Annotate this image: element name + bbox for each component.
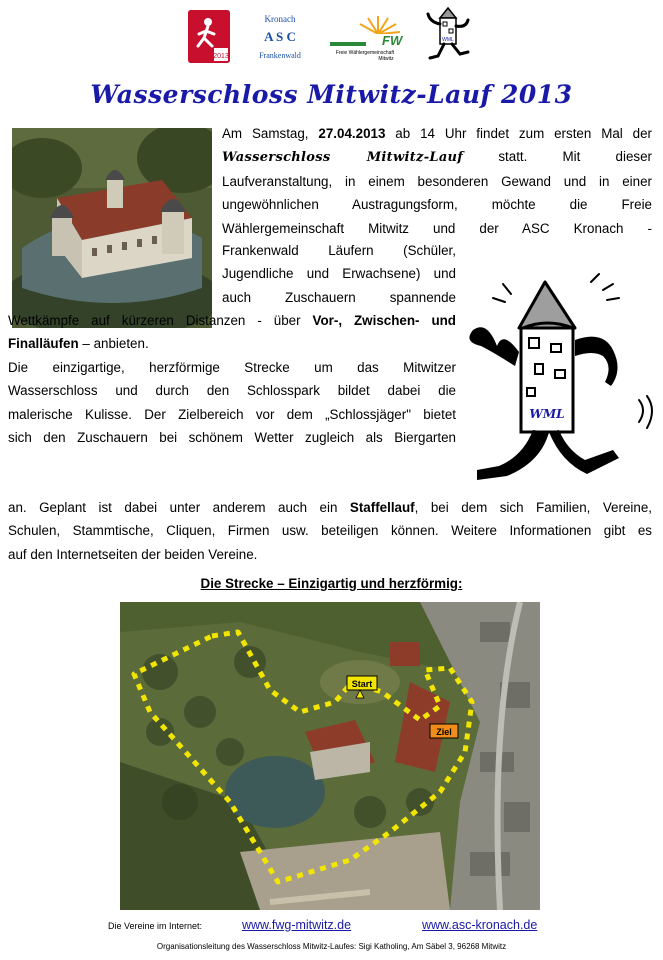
fwg-website-link[interactable]: www.fwg-mitwitz.de xyxy=(242,918,352,932)
page-title: Wasserschloss Mitwitz-Lauf 2013 xyxy=(90,80,573,109)
event-date: 27.04.2013 xyxy=(318,126,386,141)
intro-line-10: Finalläufen – anbieten. xyxy=(8,336,149,352)
asc-logo-top: Kronach xyxy=(264,14,296,24)
finish-marker xyxy=(430,724,458,738)
asc-logo-mid: A S C xyxy=(264,29,296,44)
course-line-6: Schulen, Stammtische, Cliquen, Firmen usw. beteiligen können. Weitere Informationen gibt es xyxy=(8,523,652,539)
course-block-full xyxy=(8,496,652,566)
asc-website-link[interactable]: www.asc-kronach.de xyxy=(422,918,538,932)
footer-organizer: Organisationsleitung des Wasserschloss Mitwitz-Laufes: Sigi Katholing, Am Säbel 3, 96268 Mitwitz xyxy=(156,942,507,951)
course-line-1: Die einzigartige, herzförmige Strecke um das Mitwitzer xyxy=(8,359,456,375)
intro-line-7: Jugendliche und Erwachsene) und xyxy=(222,266,456,282)
intro-line-4: ungewöhnlichen Austragungsform, möchte die Freie xyxy=(222,197,652,213)
course-line-7: auf den Internetseiten der beiden Vereine. xyxy=(8,546,258,562)
intro-line-2: Wasserschloss Mitwitz-Lauf statt. Mit dieser xyxy=(222,149,652,166)
asc-kronach-logo xyxy=(252,8,308,64)
intro-line-1: Am Samstag, 27.04.2013 ab 14 Uhr findet zum ersten Mal der xyxy=(222,126,652,141)
mascot-tower-runner xyxy=(463,270,659,492)
intro-block-right xyxy=(222,122,652,240)
run-logo-year: 2013 xyxy=(213,53,229,60)
asc-logo-bottom: Frankenwald xyxy=(259,51,301,60)
course-line-5: an. Geplant ist dabei unter anderem auch ein Staffellauf, bei dem sich Familien, Vereine, xyxy=(8,500,652,515)
start-label: Start xyxy=(351,679,373,689)
mascot-small-logo xyxy=(420,4,476,66)
event-name-highlight: Wasserschloss Mitwitz-Lauf xyxy=(222,150,464,166)
mascot-small-badge: WML xyxy=(442,37,454,43)
intro-line-9: Wettkämpfe auf kürzeren Distanzen - über Vor-, Zwischen- und xyxy=(8,313,456,328)
course-line-2: Wasserschloss und durch den Schlosspark bildet dabei die xyxy=(8,383,456,399)
footer-clubs-label: Die Vereine im Internet: xyxy=(108,921,203,931)
fwg-mitwitz-logo xyxy=(326,12,404,62)
fw-logo-line1: Freie Wählergemeinschaft xyxy=(335,50,395,56)
course-map xyxy=(120,602,540,910)
course-line-4: sich den Zuschauern bei schönem Wetter zugleich als Biergarten xyxy=(8,430,456,446)
castle-aerial-photo xyxy=(12,128,212,328)
intro-line-6: Frankenwald Läufern (Schüler, xyxy=(222,243,456,258)
map-heading: Die Strecke – Einzigartig und herzförmig: xyxy=(200,576,463,591)
intro-line-8: auch Zuschauern spannende xyxy=(222,289,456,305)
mascot-badge: WML xyxy=(529,407,565,421)
intro-line-5: Wählergemeinschaft Mitwitz und der ASC Kronach - xyxy=(222,220,652,236)
intro-block-narrow xyxy=(222,239,456,309)
intro-block-lower xyxy=(8,309,456,449)
run-event-logo xyxy=(188,10,230,63)
intro-line-3: Laufveranstaltung, in einem besonderen Gewand und in einer xyxy=(222,173,652,189)
fw-logo-line2: Mitwitz xyxy=(378,56,394,62)
finish-label: Ziel xyxy=(436,727,452,737)
fw-logo-letters: FW xyxy=(382,33,403,48)
course-line-3: malerische Kulisse. Der Zielbereich vor dem „Schlossjäger" bietet xyxy=(8,406,456,422)
